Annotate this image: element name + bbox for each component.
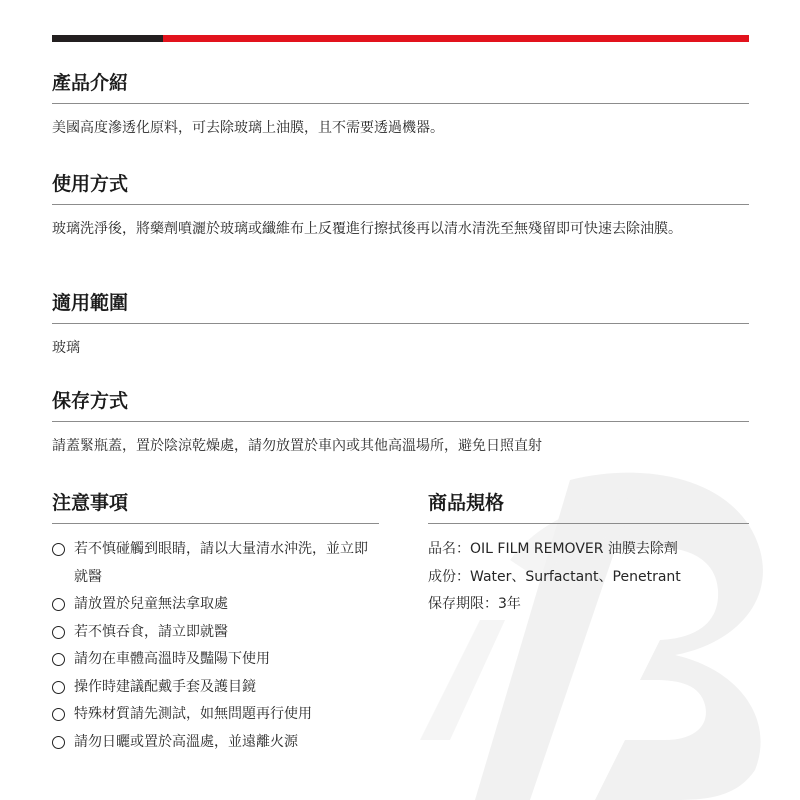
section-title: 商品規格 xyxy=(428,490,749,524)
section-text: 請蓋緊瓶蓋，置於陰涼乾燥處，請勿放置於車內或其他高溫場所，避免日照直射 xyxy=(52,438,542,454)
section-usage xyxy=(52,171,749,241)
list-item-text: 若不慎吞食，請立即就醫 xyxy=(74,623,228,640)
list-item-text: 請勿在車體高溫時及豔陽下使用 xyxy=(74,651,270,667)
section-title: 注意事項 xyxy=(52,490,379,524)
top-accent-bar-red xyxy=(163,35,749,42)
list-item xyxy=(52,729,379,757)
list-item-text: 特殊材質請先測試，如無問題再行使用 xyxy=(74,706,312,722)
top-accent-bar-dark xyxy=(52,35,163,42)
section-title: 產品介紹 xyxy=(52,70,749,104)
specs-list xyxy=(428,536,749,619)
circle-bullet-icon xyxy=(52,626,65,639)
circle-bullet-icon xyxy=(52,681,65,694)
circle-bullet-icon xyxy=(52,543,65,556)
section-title: 保存方式 xyxy=(52,388,749,422)
circle-bullet-icon xyxy=(52,598,65,611)
section-specs xyxy=(428,490,749,619)
list-item xyxy=(52,701,379,729)
list-item-text: 請放置於兒童無法拿取處 xyxy=(74,596,228,612)
circle-bullet-icon xyxy=(52,736,65,749)
section-text: 美國高度滲透化原料，可去除玻璃上油膜，且不需要透過機器。 xyxy=(52,120,444,136)
section-storage xyxy=(52,388,749,458)
section-text: 玻璃洗淨後，將藥劑噴灑於玻璃或纖維布上反覆進行擦拭後再以清水清洗至無殘留即可快速去除油膜。 xyxy=(52,221,682,237)
list-item-text: 若不慎碰觸到眼睛，請以大量清水沖洗，並立即就醫 xyxy=(74,541,368,585)
section-text: 玻璃 xyxy=(52,340,80,356)
spec-ingredients: 成份：Water、Surfactant、Penetrant xyxy=(428,568,681,585)
section-product-intro xyxy=(52,70,749,140)
top-accent-bar xyxy=(52,35,749,42)
list-item-text: 操作時建議配戴手套及護目鏡 xyxy=(74,678,256,695)
circle-bullet-icon xyxy=(52,653,65,666)
list-item-text: 請勿日曬或置於高溫處，並遠離火源 xyxy=(74,733,298,750)
section-notes xyxy=(52,490,379,756)
notes-list xyxy=(52,536,379,756)
list-item xyxy=(52,646,379,674)
section-title: 適用範圍 xyxy=(52,290,749,324)
section-scope xyxy=(52,290,749,360)
list-item xyxy=(52,591,379,619)
spec-shelf-life: 保存期限：3年 xyxy=(428,596,521,612)
spec-product-name: 品名：OIL FILM REMOVER 油膜去除劑 xyxy=(428,541,678,557)
section-title: 使用方式 xyxy=(52,171,749,205)
circle-bullet-icon xyxy=(52,708,65,721)
list-item xyxy=(52,619,379,647)
list-item xyxy=(52,536,379,591)
list-item xyxy=(52,674,379,702)
